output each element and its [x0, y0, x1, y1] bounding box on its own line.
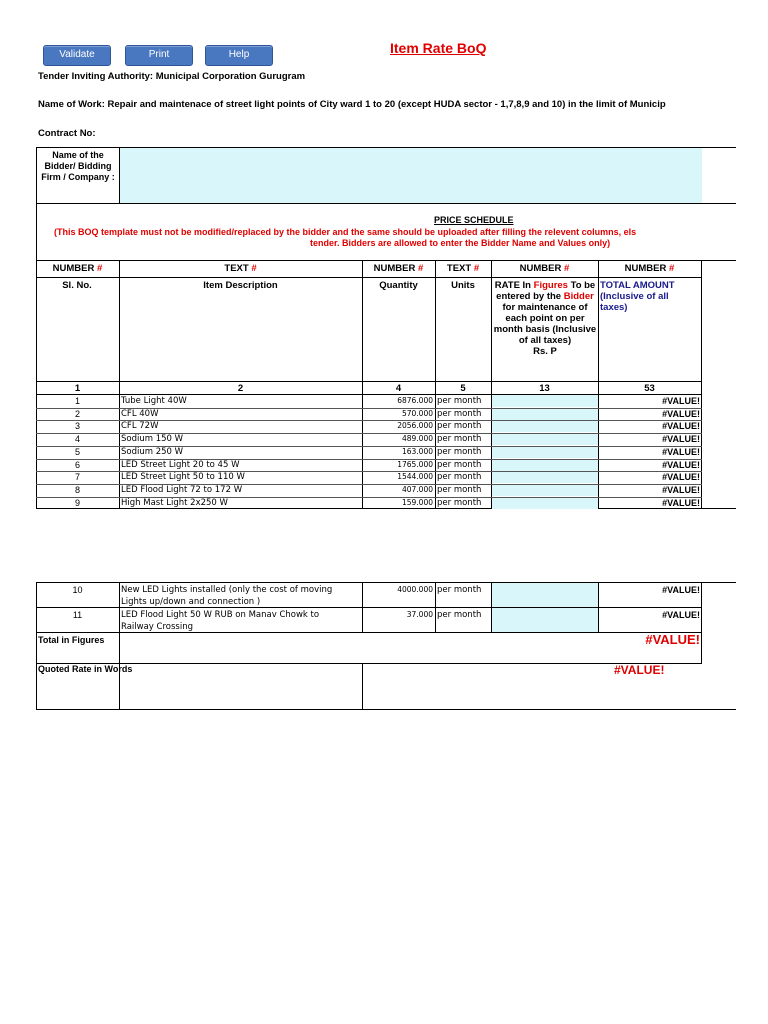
- row-sl: 4: [74, 434, 80, 445]
- row-unit: per month: [437, 396, 482, 406]
- row-unit: per month: [437, 472, 482, 483]
- col-number-3: 4: [395, 383, 402, 394]
- row-unit: per month: [437, 421, 482, 432]
- row-description: CFL 40W: [121, 408, 159, 419]
- col-number-1: 1: [74, 383, 81, 394]
- row-quantity: 6876.000: [397, 396, 433, 405]
- table-row: [36, 433, 702, 446]
- row-sl: 9: [74, 497, 80, 508]
- row-rate-input[interactable]: [492, 471, 598, 483]
- table-row: [36, 484, 702, 497]
- row-total: #VALUE!: [662, 610, 700, 620]
- row-rate-input[interactable]: [492, 395, 598, 407]
- row-quantity: 407.000: [401, 484, 433, 494]
- price-schedule-heading: PRICE SCHEDULE: [434, 215, 514, 225]
- row-sl: 10: [72, 585, 83, 595]
- row-total: #VALUE!: [662, 497, 700, 508]
- row-unit: per month: [437, 610, 482, 620]
- type-header-1: NUMBER #: [52, 263, 103, 274]
- page-title: Item Rate BoQ: [390, 40, 487, 56]
- type-header-4: TEXT #: [446, 263, 480, 274]
- row-total: #VALUE!: [662, 421, 700, 432]
- table-row: [36, 583, 702, 607]
- row-sl: 7: [74, 472, 80, 483]
- help-button[interactable]: Help: [205, 45, 273, 66]
- row-sl: 2: [74, 408, 80, 419]
- table-row: [36, 420, 702, 433]
- col-number-6: 53: [644, 383, 655, 394]
- type-header-2: TEXT #: [224, 263, 257, 274]
- col-sl-no: Sl. No.: [62, 280, 92, 291]
- row-unit: per month: [437, 484, 482, 495]
- type-header-3: NUMBER #: [373, 263, 424, 274]
- table-row: [36, 408, 702, 421]
- table-row: [36, 459, 702, 472]
- row-unit: per month: [437, 434, 482, 445]
- row-quantity: 1765.000: [397, 459, 433, 469]
- row-rate-input[interactable]: [492, 459, 598, 471]
- table-row: [36, 446, 702, 459]
- col-total-amount: TOTAL AMOUNT (Inclusive of all taxes): [600, 280, 675, 313]
- row-description: LED Flood Light 72 to 172 W: [121, 484, 243, 495]
- row-sl: 6: [74, 459, 80, 470]
- table-row: [36, 497, 702, 510]
- row-rate-input[interactable]: [492, 484, 598, 496]
- name-of-work: Name of Work: Repair and maintenace of street light points of City ward 1 to 20 (except HUDA sector - 1,7,8,9 and 10) in the limit of Municip: [38, 99, 666, 110]
- col-number-2: 2: [237, 383, 244, 394]
- row-description: Tube Light 40W: [121, 396, 187, 406]
- row-total: #VALUE!: [662, 446, 700, 457]
- row-description: New LED Lights installed (only the cost of moving Lights up/down and connection ): [121, 585, 333, 607]
- row-unit: per month: [437, 459, 482, 470]
- col-number-5: 13: [539, 383, 550, 394]
- row-quantity: 37.000: [406, 610, 433, 619]
- row-total: #VALUE!: [662, 472, 700, 483]
- row-description: CFL 72W: [121, 421, 159, 432]
- row-total: #VALUE!: [662, 396, 700, 406]
- type-header-5: NUMBER #: [519, 263, 570, 274]
- row-rate-input[interactable]: [492, 408, 598, 420]
- row-unit: per month: [437, 408, 482, 419]
- row-sl: 3: [74, 421, 80, 432]
- quoted-rate-words-label: Quoted Rate in Words: [38, 664, 133, 674]
- validate-button[interactable]: Validate: [43, 45, 111, 66]
- col-number-4: 5: [460, 383, 466, 394]
- quoted-rate-words-value: #VALUE!: [614, 663, 665, 677]
- row-rate-input[interactable]: [492, 446, 598, 458]
- row-unit: per month: [437, 446, 482, 457]
- row-sl: 1: [74, 396, 80, 406]
- row-rate-input[interactable]: [492, 608, 598, 632]
- row-sl: 8: [74, 484, 80, 495]
- row-total: #VALUE!: [662, 484, 700, 495]
- print-button[interactable]: Print: [125, 45, 193, 66]
- col-units: Units: [451, 280, 475, 291]
- row-description: Sodium 250 W: [121, 446, 184, 457]
- col-item-description: Item Description: [203, 280, 278, 291]
- tender-authority: Tender Inviting Authority: Municipal Corporation Gurugram: [38, 71, 306, 82]
- row-rate-input[interactable]: [492, 497, 598, 509]
- row-quantity: 163.000: [401, 446, 433, 456]
- row-total: #VALUE!: [662, 459, 700, 470]
- row-quantity: 489.000: [401, 434, 433, 444]
- bidder-label: Name of the Bidder/ Bidding Firm / Company :: [41, 150, 115, 182]
- row-unit: per month: [437, 497, 482, 508]
- table-row: [36, 471, 702, 484]
- bidder-name-input[interactable]: [119, 148, 702, 203]
- row-quantity: 159.000: [401, 497, 433, 507]
- row-sl: 5: [74, 446, 80, 457]
- schedule-note-1: (This BOQ template must not be modified/replaced by the bidder and the same should be uploaded after filling the relevent columns, els: [54, 227, 637, 237]
- table-row: [36, 395, 702, 408]
- total-in-figures-value: #VALUE!: [645, 632, 700, 647]
- row-total: #VALUE!: [662, 585, 700, 595]
- row-total: #VALUE!: [662, 408, 700, 419]
- row-quantity: 2056.000: [397, 421, 433, 431]
- type-header-6: NUMBER #: [624, 263, 675, 274]
- contract-no: Contract No:: [38, 128, 96, 139]
- row-unit: per month: [437, 585, 482, 595]
- table-row: [36, 608, 702, 632]
- row-quantity: 1544.000: [397, 472, 433, 482]
- row-description: LED Street Light 50 to 110 W: [121, 472, 245, 483]
- row-description: LED Street Light 20 to 45 W: [121, 459, 240, 470]
- row-sl: 11: [72, 610, 83, 620]
- col-quantity: Quantity: [379, 280, 418, 291]
- row-quantity: 570.000: [401, 408, 433, 418]
- row-rate-input[interactable]: [492, 433, 598, 445]
- col-rate: RATE In Figures To be entered by the Bidder for maintenance of each point on per month basis (Inclusive of all taxes) Rs. P: [493, 280, 597, 357]
- row-description: High Mast Light 2x250 W: [121, 497, 228, 508]
- row-description: LED Flood Light 50 W RUB on Manav Chowk to Railway Crossing: [121, 610, 320, 632]
- row-total: #VALUE!: [662, 434, 700, 445]
- row-description: Sodium 150 W: [121, 434, 184, 445]
- row-rate-input[interactable]: [492, 583, 598, 607]
- row-rate-input[interactable]: [492, 420, 598, 432]
- row-quantity: 4000.000: [397, 585, 433, 594]
- schedule-note-2: tender. Bidders are allowed to enter the Bidder Name and Values only): [310, 238, 611, 248]
- total-in-figures-label: Total in Figures: [38, 635, 105, 645]
